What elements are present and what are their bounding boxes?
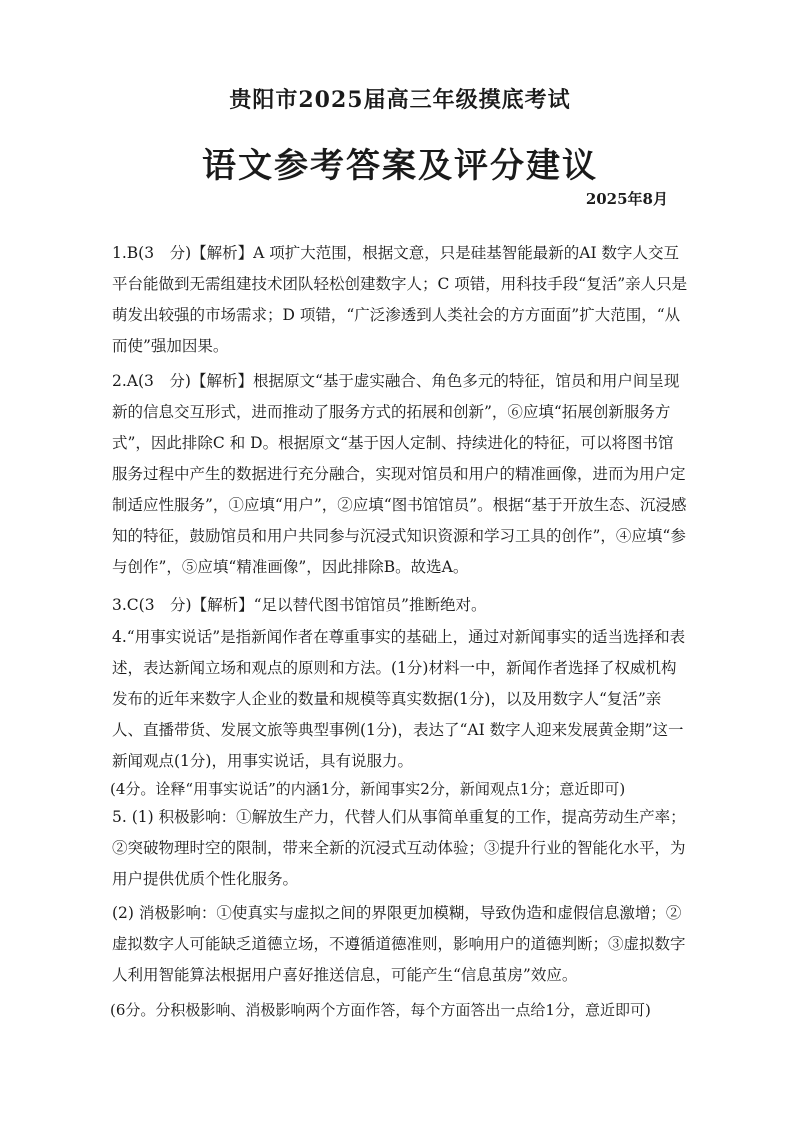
answer-2 xyxy=(88,366,688,583)
answer-3-text: 3.C(3 分)【解析】“足以替代图书馆馆员”推断绝对。 xyxy=(112,596,487,614)
answer-4-scoring-note: (4分。诠释“用事实说话”的内涵1分，新闻事实2分，新闻观点1分；意近即可) xyxy=(110,780,626,798)
answer-5-part-1 xyxy=(88,802,688,895)
answer-5-scoring-note: (6分。分积极影响、消极影响两个方面作答，每个方面答出一点给1分，意近即可) xyxy=(110,1001,651,1019)
document-title: 语文参考答案及评分建议 xyxy=(202,146,598,186)
answer-1 xyxy=(88,238,688,362)
answer-2-text: 2.A(3 分)【解析】根据原文“基于虚实融合、角色多元的特征，馆员和用户间呈现新的信息交互形式，进而推动了服务方式的拓展和创新”，⑥应填“拓展创新服务方式”，因此排除C 和 D。根据原文“基于因人定制、持续进化的特征，可以将图书馆服务过程中产生的数据进行充分融合，实现对馆员和用户的精准画像，进而为用户定制适应性服务”，①应填“用户”，②应填“图书馆馆员”。根据“基于开放生态、沉浸感知的特征，鼓励馆员和用户共同参与沉浸式知识资源和学习工具的创作”，④应填“参与创作”，⑤应填“精准画像”，因此排除B。故选A。 xyxy=(112,372,687,576)
document-date: 2025年8月 xyxy=(585,190,668,208)
answer-5-part-1-text: 5. (1) 积极影响：①解放生产力，代替人们从事简单重复的工作，提高劳动生产率；②突破物理时空的限制，带来全新的沉浸式互动体验；③提升行业的智能化水平，为用户提供优质个性化服务。 xyxy=(112,808,686,888)
answer-5-part-2-text: (2) 消极影响：①使真实与虚拟之间的界限更加模糊，导致伪造和虚假信息激增；②虚拟数字人可能缺乏道德立场，不遵循道德准则，影响用户的道德判断；③虚拟数字人利用智能算法根据用户喜好推送信息，可能产生“信息茧房”效应。 xyxy=(112,904,686,984)
answer-4 xyxy=(88,622,688,777)
exam-title: 贵阳市2025届高三年级摸底考试 xyxy=(229,87,571,113)
answer-5-part-2 xyxy=(112,898,688,991)
answer-3 xyxy=(88,590,688,621)
answer-1-text: 1.B(3 分)【解析】A 项扩大范围，根据文意，只是硅基智能最新的AI 数字人交互平台能做到无需组建技术团队轻松创建数字人；C 项错，用科技手段“复活”亲人只是萌发出较强的市场需求；D 项错，“广泛渗透到人类社会的方方面面”扩大范围，“从而使”强加因果。 xyxy=(112,244,688,355)
answer-4-text: 4.“用事实说话”是指新闻作者在尊重事实的基础上，通过对新闻事实的适当选择和表述，表达新闻立场和观点的原则和方法。(1分)材料一中，新闻作者选择了权威机构发布的近年来数字人企业的数量和规模等真实数据(1分)，以及用数字人“复活”亲人、直播带货、发展文旅等典型事例(1分)，表达了“AI 数字人迎来发展黄金期”这一新闻观点(1分)，用事实说话，具有说服力。 xyxy=(112,628,686,770)
